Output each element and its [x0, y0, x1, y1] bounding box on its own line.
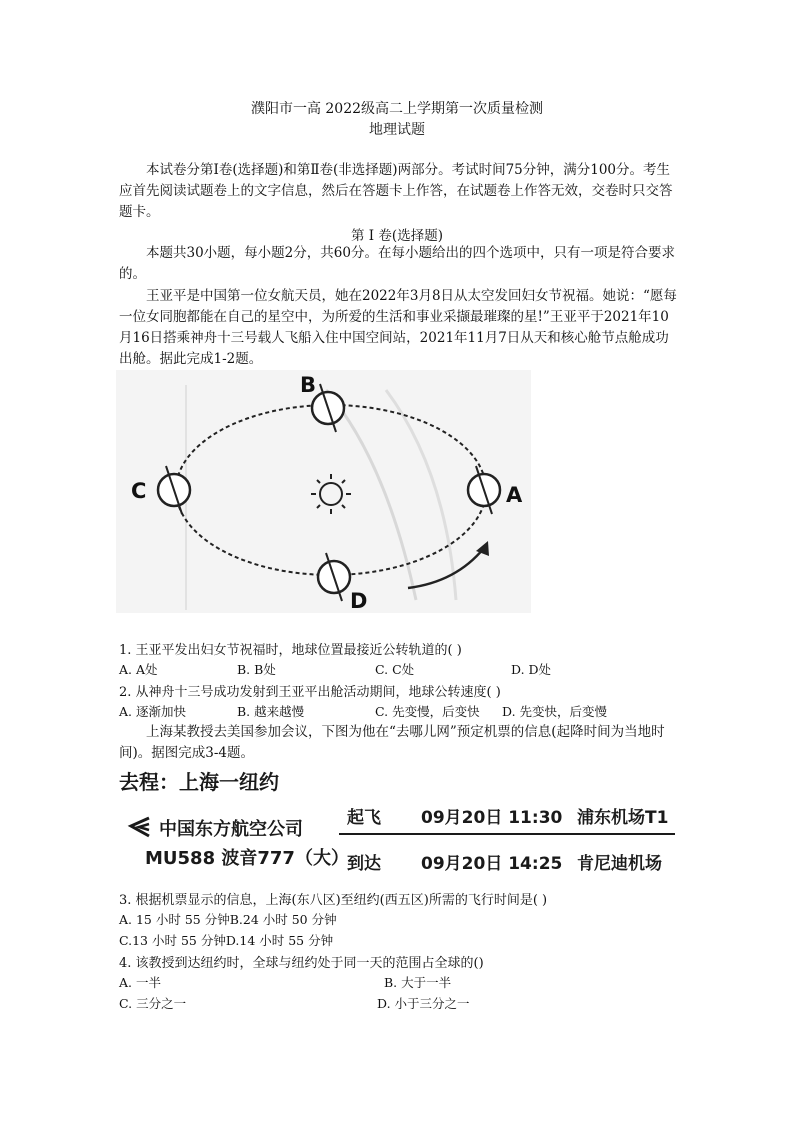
question-3-stem: 3. 根据机票显示的信息，上海(东八区)至纽约(西五区)所需的飞行时间是( )	[119, 893, 548, 908]
intro-paragraph: 本试卷分第Ⅰ卷(选择题)和第Ⅱ卷(非选择题)两部分。考试时间75分钟，满分100分。考生应首先阅读试题卷上的文字信息，然后在答题卡上作答，在试题卷上作答无效，交卷时只交答题卡。	[119, 162, 673, 220]
q3-options-line-2[interactable]: C.13 小时 55 分钟D.14 小时 55 分钟	[119, 933, 334, 948]
exam-title: 濮阳市一高 2022级高二上学期第一次质量检测	[250, 101, 544, 117]
q1-option-a[interactable]: A. A处	[119, 662, 158, 677]
q2-option-c[interactable]: C. 先变慢，后变快	[375, 704, 480, 719]
question-4-stem: 4. 该教授到达纽约时，全球与纽约处于同一天的范围占全球的()	[119, 956, 484, 971]
label-a: A	[506, 483, 523, 507]
ticket-arrive-label: 到达	[347, 854, 381, 874]
orbit-figure	[116, 370, 531, 613]
exam-subtitle: 地理试题	[369, 122, 425, 138]
q1-option-b[interactable]: B. B处	[237, 662, 276, 677]
q1-option-d[interactable]: D. D处	[511, 662, 552, 677]
q3-options-line-1[interactable]: A. 15 小时 55 分钟B.24 小时 50 分钟	[119, 912, 337, 927]
q4-option-b[interactable]: B. 大于一半	[384, 975, 452, 990]
q2-option-d[interactable]: D. 先变快，后变慢	[502, 704, 608, 719]
ticket-route: 去程：上海一纽约	[119, 770, 279, 794]
ticket-depart-time: 09月20日 11:30	[421, 808, 563, 828]
ticket-flight: MU588 波音777（大）	[145, 848, 349, 869]
ticket-arrive-airport: 肯尼迪机场	[577, 854, 662, 874]
q4-option-a[interactable]: A. 一半	[119, 975, 161, 990]
passage-2: 上海某教授去美国参加会议，下图为他在“去哪儿网”预定机票的信息(起降时间为当地时间)。据图完成3-4题。	[119, 724, 665, 761]
ticket-divider	[339, 833, 675, 835]
ticket-depart-label: 起飞	[347, 808, 381, 828]
ticket-arrive-time: 09月20日 14:25	[421, 854, 563, 874]
label-b: B	[300, 373, 317, 397]
q2-option-b[interactable]: B. 越来越慢	[237, 704, 305, 719]
airline-logo-icon	[125, 816, 151, 838]
q2-option-a[interactable]: A. 逐渐加快	[119, 704, 186, 719]
passage-1: 王亚平是中国第一位女航天员，她在2022年3月8日从太空发回妇女节祝福。她说：“愿每一位女同胞都能在自己的星空中，为所爱的生活和事业采撷最璀璨的星!”王亚平于2021年10月16日搭乘神舟十三号载人飞船入住中国空间站，2021年11月7日从天和核心舱节点舱成功出舱。据此完成1-2题。	[119, 288, 677, 367]
section-title: 第 Ⅰ 卷(选择题)	[351, 228, 443, 244]
question-2-stem: 2. 从神舟十三号成功发射到王亚平出舱活动期间，地球公转速度( )	[119, 685, 501, 700]
ticket-depart-airport: 浦东机场T1	[577, 808, 669, 828]
section-instruction: 本题共30小题，每小题2分，共60分。在每小题给出的四个选项中，只有一项是符合要求的。	[119, 245, 675, 282]
flight-ticket	[119, 766, 679, 884]
ticket-airline: 中国东方航空公司	[159, 819, 303, 840]
q4-option-c[interactable]: C. 三分之一	[119, 996, 187, 1011]
label-d: D	[350, 589, 368, 613]
question-1-stem: 1. 王亚平发出妇女节祝福时，地球位置最接近公转轨道的( )	[119, 643, 462, 658]
q1-option-c[interactable]: C. C处	[375, 662, 415, 677]
q4-option-d[interactable]: D. 小于三分之一	[377, 996, 470, 1011]
label-c: C	[131, 479, 147, 503]
